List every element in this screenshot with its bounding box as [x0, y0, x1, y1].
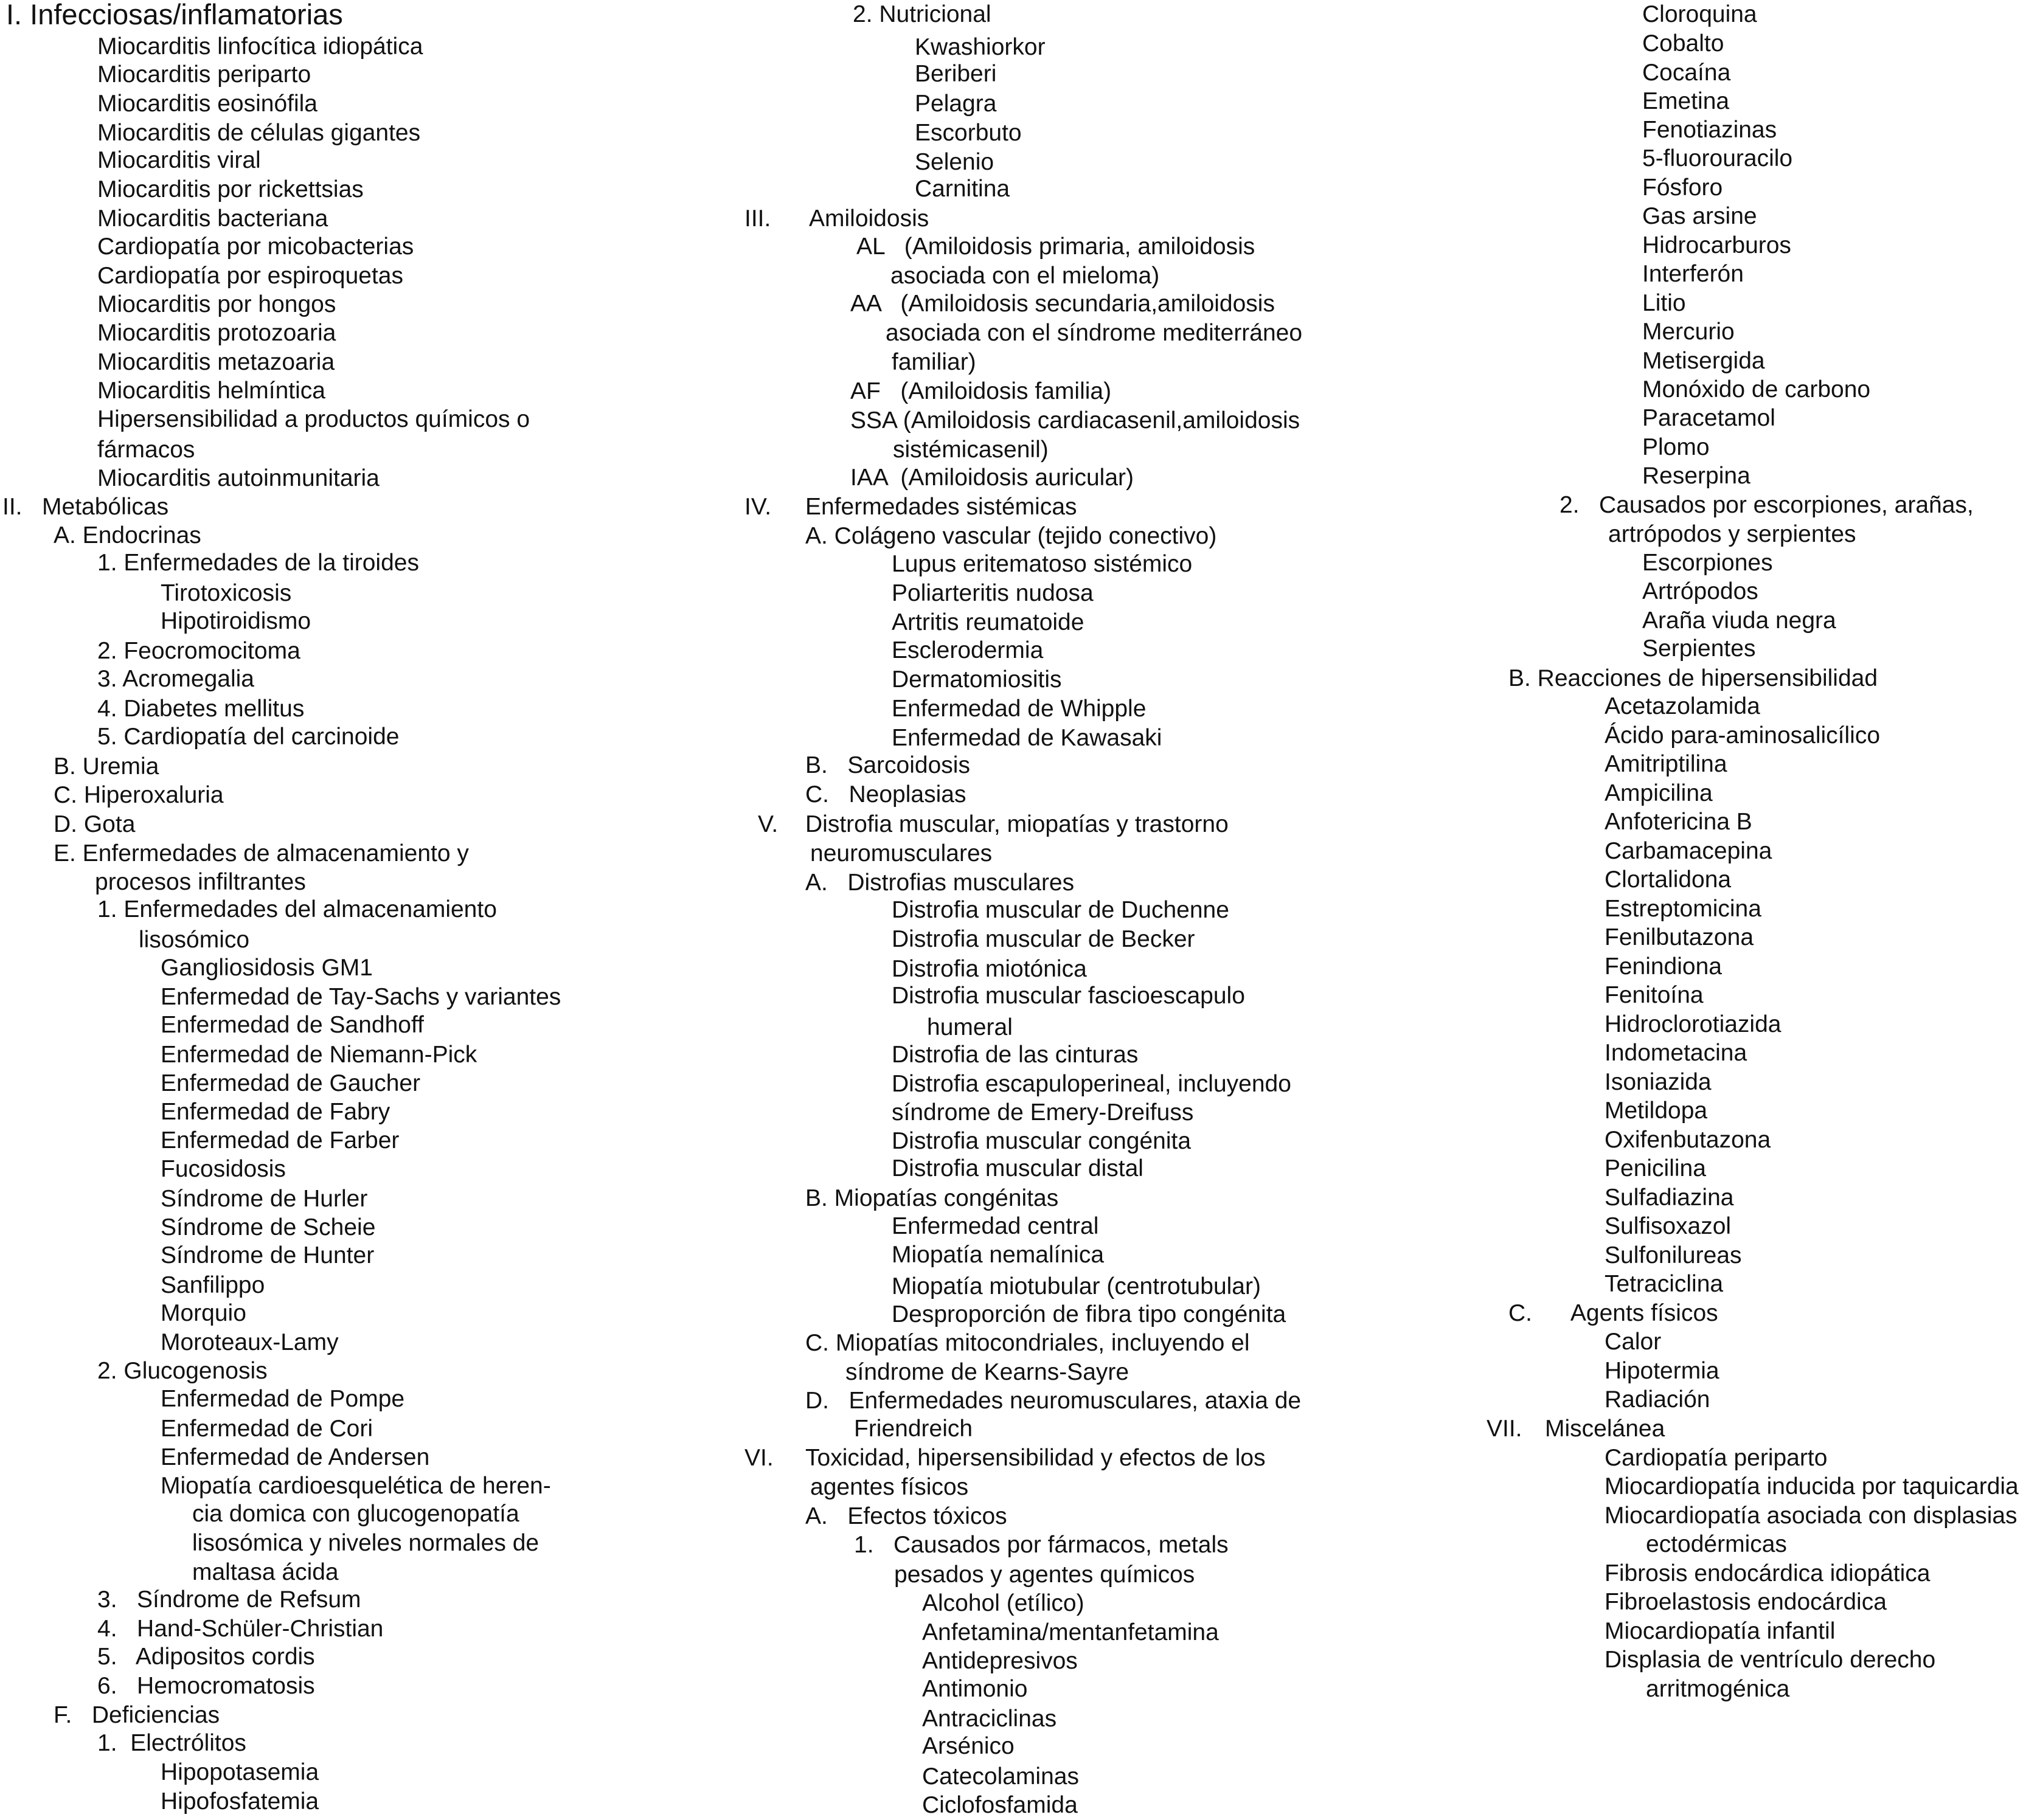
list-item: Displasia de ventrículo derecho — [1605, 1647, 1936, 1673]
list-item: Miocarditis autoinmunitaria — [97, 465, 380, 491]
list-item: Hidroclorotiazida — [1605, 1011, 1782, 1037]
list-item: 3. Acromegalia — [97, 666, 254, 692]
list-item: Enfermedad de Cori — [161, 1416, 373, 1442]
list-item: A. Distrofias musculares — [805, 870, 1075, 896]
list-item: Miocarditis eosinófila — [97, 91, 317, 117]
list-item: Enfermedad de Sandhoff — [161, 1012, 424, 1038]
list-item: Sulfisoxazol — [1605, 1213, 1732, 1239]
list-item: Ampicilina — [1605, 780, 1713, 806]
list-item: IV. — [744, 494, 772, 520]
list-item: Fenindiona — [1605, 953, 1722, 980]
list-item: Miocardiopatía infantil — [1605, 1618, 1836, 1644]
list-item: Fibroelastosis endocárdica — [1605, 1589, 1887, 1615]
list-item: 2. Feocromocitoma — [97, 638, 300, 664]
list-item: 2. Nutricional — [853, 1, 991, 27]
list-item: neuromusculares — [810, 840, 993, 867]
list-item: Enfermedad de Whipple — [892, 696, 1147, 722]
list-item: Esclerodermia — [892, 637, 1044, 663]
list-item: Miocarditis helmíntica — [97, 378, 325, 404]
list-item: Tetraciclina — [1605, 1271, 1724, 1297]
list-item: 2. Causados por escorpiones, arañas, — [1559, 492, 1974, 518]
list-item: 4. Diabetes mellitus — [97, 696, 305, 722]
list-item: II. Metabólicas — [2, 494, 169, 520]
list-item: asociada con el síndrome mediterráneo — [886, 320, 1303, 346]
list-item: 2. Glucogenosis — [97, 1358, 268, 1384]
list-item: V. — [758, 811, 779, 837]
list-item: Distrofia muscular fascioescapulo — [892, 983, 1245, 1009]
list-item: Enfermedades sistémicas — [805, 494, 1077, 520]
list-item: A. Efectos tóxicos — [805, 1503, 1007, 1529]
list-item: arritmogénica — [1646, 1676, 1790, 1702]
list-item: Tirotoxicosis — [161, 580, 292, 606]
list-item: Reserpina — [1642, 463, 1750, 489]
list-item: Dermatomiositis — [892, 666, 1062, 693]
list-item: Hipotiroidismo — [161, 608, 311, 634]
list-item: Hidrocarburos — [1642, 232, 1791, 258]
list-item: Fósforo — [1642, 175, 1723, 201]
list-item: B. Uremia — [54, 753, 159, 780]
list-item: Indometacina — [1605, 1040, 1747, 1066]
list-item: agentes físicos — [810, 1474, 969, 1500]
list-item: Distrofia muscular, miopatías y trastorno — [805, 811, 1229, 837]
list-item: Carbamacepina — [1605, 838, 1772, 864]
list-item: Metildopa — [1605, 1098, 1708, 1124]
list-item: Radiación — [1605, 1386, 1710, 1413]
list-item: Artritis reumatoide — [892, 609, 1084, 635]
list-item: Fenotiazinas — [1642, 117, 1777, 143]
list-item: Selenio — [915, 149, 994, 175]
list-item: Interferón — [1642, 261, 1744, 287]
list-item: Arsénico — [922, 1733, 1015, 1759]
list-item: Miopatía miotubular (centrotubular) — [892, 1273, 1261, 1299]
list-item: Morquio — [161, 1300, 246, 1326]
list-item: Litio — [1642, 290, 1686, 316]
list-item: Miocardiopatía asociada con displasias — [1605, 1503, 2017, 1529]
list-item: Miopatía nemalínica — [892, 1242, 1105, 1268]
list-item: Ácido para-aminosalicílico — [1605, 722, 1881, 749]
list-item: Gangliosidosis GM1 — [161, 955, 373, 981]
list-item: Fenitoína — [1605, 982, 1704, 1008]
list-item: Miocarditis linfocítica idiopática — [97, 33, 423, 60]
list-item: B. Miopatías congénitas — [805, 1185, 1059, 1211]
list-item: 1. Enfermedades del almacenamiento — [97, 896, 497, 922]
list-item: Toxicidad, hipersensibilidad y efectos de los — [805, 1445, 1266, 1471]
list-item: Desproporción de fibra tipo congénita — [892, 1301, 1286, 1327]
list-item: Escorpiones — [1642, 550, 1773, 576]
list-item: Enfermedad de Gaucher — [161, 1070, 421, 1096]
list-item: lisosómico — [139, 927, 250, 953]
list-item: cia domica con glucogenopatía — [192, 1501, 519, 1527]
list-item: Escorbuto — [915, 120, 1022, 146]
list-item: ectodérmicas — [1646, 1531, 1787, 1557]
list-item: Araña viuda negra — [1642, 607, 1836, 634]
list-item: Cardiopatía por espiroquetas — [97, 263, 403, 289]
list-item: 5. Cardiopatía del carcinoide — [97, 724, 400, 750]
list-item: síndrome de Emery-Dreifuss — [892, 1099, 1194, 1126]
list-item: C. Hiperoxaluria — [54, 782, 224, 808]
list-item: Hipersensibilidad a productos químicos o — [97, 406, 530, 432]
list-item: Sulfadiazina — [1605, 1185, 1734, 1211]
list-item: Enfermedad de Farber — [161, 1127, 400, 1154]
list-item: Fibrosis endocárdica idiopática — [1605, 1560, 1931, 1586]
list-item: E. Enfermedades de almacenamiento y — [54, 840, 469, 867]
list-item: Moroteaux-Lamy — [161, 1329, 339, 1355]
list-item: C. Miopatías mitocondriales, incluyendo el — [805, 1330, 1250, 1356]
list-item: pesados y agentes químicos — [894, 1562, 1195, 1588]
list-item: Serpientes — [1642, 635, 1756, 662]
list-item: Mercurio — [1642, 319, 1735, 345]
list-item: Anfotericina B — [1605, 809, 1752, 835]
list-item: 1. Enfermedades de la tiroides — [97, 550, 419, 576]
list-item: Enfermedad de Niemann-Pick — [161, 1042, 477, 1068]
list-item: familiar) — [892, 349, 976, 375]
list-item: Amiloidosis — [809, 206, 929, 232]
list-item: 3. Síndrome de Refsum — [97, 1586, 361, 1613]
list-item: humeral — [927, 1014, 1013, 1040]
list-item: Distrofia miotónica — [892, 956, 1087, 982]
list-item: Miocardiopatía inducida por taquicardia — [1605, 1473, 2019, 1500]
list-item: Cobalto — [1642, 30, 1724, 57]
list-item: B. Reacciones de hipersensibilidad — [1508, 665, 1878, 691]
list-item: Hipofosfatemia — [161, 1788, 319, 1815]
list-item: Distrofia muscular de Duchenne — [892, 897, 1229, 923]
list-item: Miocarditis metazoaria — [97, 349, 335, 375]
list-item: VI. — [744, 1445, 774, 1471]
list-item: Catecolaminas — [922, 1763, 1079, 1790]
list-item: Emetina — [1642, 88, 1730, 114]
list-item: Miocarditis periparto — [97, 61, 311, 88]
list-item: síndrome de Kearns-Sayre — [845, 1359, 1129, 1385]
list-item: Miopatía cardioesquelética de heren- — [161, 1473, 551, 1499]
list-item: maltasa ácida — [192, 1559, 339, 1585]
list-item: Fenilbutazona — [1605, 924, 1754, 950]
list-item: Enfermedad de Kawasaki — [892, 725, 1162, 751]
list-item: Isoniazida — [1605, 1069, 1712, 1095]
list-item: Paracetamol — [1642, 405, 1775, 431]
list-item: Anfetamina/mentanfetamina — [922, 1619, 1219, 1645]
list-item: Oxifenbutazona — [1605, 1127, 1771, 1153]
list-item: Enfermedad de Pompe — [161, 1386, 405, 1412]
list-item: Distrofia escapuloperineal, incluyendo — [892, 1071, 1291, 1097]
list-item: 1. Causados por fármacos, metals — [854, 1532, 1229, 1558]
list-item: Antraciclinas — [922, 1706, 1057, 1732]
list-item: Enfermedad central — [892, 1213, 1099, 1239]
list-item: Síndrome de Scheie — [161, 1214, 376, 1240]
list-item: III. — [744, 206, 771, 232]
list-item: 1. Electrólitos — [97, 1730, 246, 1756]
list-item: Miocarditis bacteriana — [97, 206, 328, 232]
list-item: Síndrome de Hurler — [161, 1186, 368, 1212]
list-item: Enfermedad de Fabry — [161, 1099, 390, 1125]
list-item: asociada con el mieloma) — [890, 263, 1160, 289]
list-item: F. Deficiencias — [54, 1702, 220, 1728]
list-item: Friendreich — [854, 1416, 973, 1442]
list-item: procesos infiltrantes — [95, 869, 306, 895]
list-item: Cloroquina — [1642, 1, 1757, 27]
list-item: Cardiopatía periparto — [1605, 1445, 1828, 1471]
list-item: D. Gota — [54, 811, 136, 837]
list-item: C. Agents físicos — [1508, 1300, 1718, 1326]
list-item: Antimonio — [922, 1676, 1028, 1702]
list-item: AL (Amiloidosis primaria, amiloidosis — [856, 234, 1255, 260]
list-item: artrópodos y serpientes — [1608, 521, 1856, 547]
list-item: Antidepresivos — [922, 1648, 1078, 1674]
list-item: Hipotermia — [1605, 1358, 1719, 1384]
list-item: Sulfonilureas — [1605, 1242, 1742, 1268]
list-item: AF (Amiloidosis familia) — [850, 378, 1112, 404]
list-item: Miocarditis protozoaria — [97, 320, 336, 346]
list-item: Ciclofosfamida — [922, 1792, 1078, 1818]
list-item: Artrópodos — [1642, 578, 1758, 604]
list-item: Síndrome de Hunter — [161, 1242, 375, 1268]
list-item: VII. — [1487, 1416, 1522, 1442]
list-item: Distrofia muscular de Becker — [892, 926, 1195, 952]
list-item: Miocarditis por rickettsias — [97, 176, 364, 202]
list-item: 4. Hand-Schüler-Christian — [97, 1616, 384, 1642]
list-item: Cocaína — [1642, 60, 1731, 86]
list-item: Monóxido de carbono — [1642, 376, 1871, 403]
list-item: D. Enfermedades neuromusculares, ataxia de — [805, 1388, 1302, 1414]
list-item: Amitriptilina — [1605, 751, 1727, 777]
list-item: Lupus eritematoso sistémico — [892, 551, 1193, 577]
list-item: Acetazolamida — [1605, 693, 1760, 719]
list-item: Enfermedad de Andersen — [161, 1444, 430, 1470]
list-item: Fucosidosis — [161, 1156, 286, 1182]
list-item: Miocarditis por hongos — [97, 291, 336, 317]
list-item: IAA (Amiloidosis auricular) — [850, 465, 1134, 491]
list-item: A. Colágeno vascular (tejido conectivo) — [805, 523, 1217, 549]
list-item: C. Neoplasias — [805, 781, 966, 808]
list-item: 5. Adipositos cordis — [97, 1644, 315, 1670]
list-item: Plomo — [1642, 434, 1710, 460]
list-item: Distrofia de las cinturas — [892, 1042, 1139, 1068]
list-item: Distrofia muscular congénita — [892, 1128, 1192, 1154]
list-item: SSA (Amiloidosis cardiacasenil,amiloidosis — [850, 407, 1300, 434]
list-item: Metisergida — [1642, 348, 1765, 374]
list-item: Clortalidona — [1605, 867, 1732, 893]
list-item: Miscelánea — [1545, 1416, 1665, 1442]
list-item: fármacos — [97, 437, 195, 463]
list-item: Carnitina — [915, 176, 1010, 202]
list-item: B. Sarcoidosis — [805, 752, 970, 778]
list-item: 5-fluorouracilo — [1642, 145, 1793, 171]
list-item: Pelagra — [915, 91, 997, 117]
list-item: Estreptomicina — [1605, 896, 1761, 922]
list-item: Alcohol (etílico) — [922, 1590, 1084, 1616]
list-item: Enfermedad de Tay-Sachs y variantes — [161, 984, 561, 1010]
list-item: lisosómica y niveles normales de — [192, 1530, 539, 1556]
list-item: Miocarditis de células gigantes — [97, 120, 421, 146]
list-item: Cardiopatía por micobacterias — [97, 234, 414, 260]
list-item: Calor — [1605, 1329, 1662, 1355]
list-item: A. Endocrinas — [54, 522, 201, 548]
list-item: Penicilina — [1605, 1155, 1706, 1182]
list-item: Poliarteritis nudosa — [892, 580, 1094, 606]
list-item: Kwashiorkor — [915, 34, 1046, 60]
list-item: Miocarditis viral — [97, 147, 261, 173]
list-item: 6. Hemocromatosis — [97, 1673, 315, 1699]
list-item: I. Infecciosas/inflamatorias — [6, 0, 343, 30]
list-item: Sanfilippo — [161, 1272, 265, 1298]
list-item: Gas arsine — [1642, 203, 1757, 229]
list-item: Beriberi — [915, 61, 997, 87]
list-item: sistémicasenil) — [893, 437, 1049, 463]
list-item: AA (Amiloidosis secundaria,amiloidosis — [850, 291, 1275, 317]
list-item: Hipopotasemia — [161, 1759, 319, 1785]
list-item: Distrofia muscular distal — [892, 1155, 1143, 1182]
